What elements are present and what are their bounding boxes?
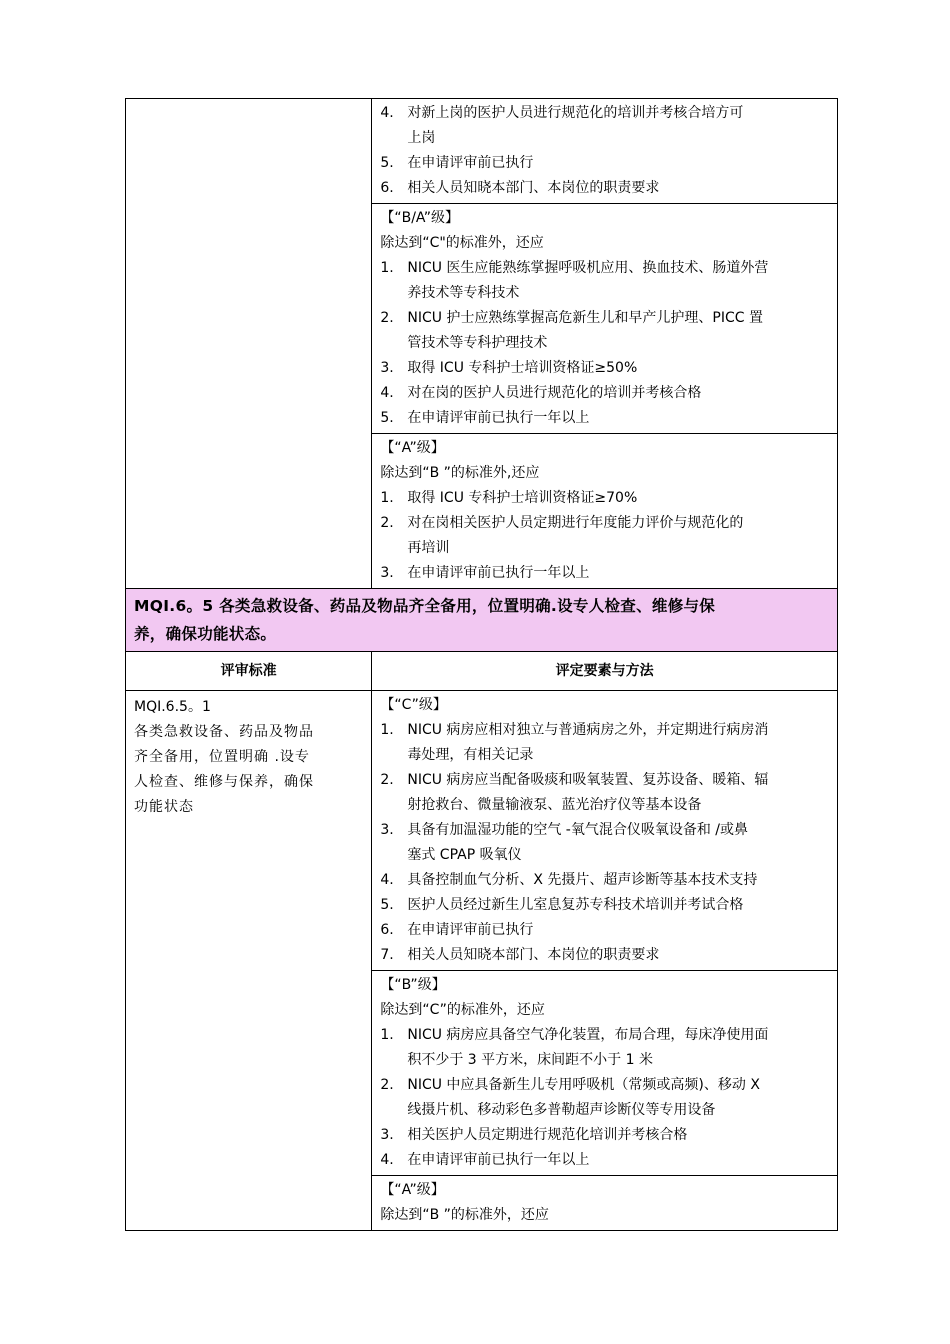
standard-desc-line: 齐全备用，位置明确 .设专 (134, 749, 310, 765)
list-item: 1. NICU 病房应相对独立与普通病房之外，并定期进行病房消 毒处理，有相关记录 (380, 722, 769, 763)
standard-cell (126, 691, 372, 1231)
grade-intro: 除达到“C”的标准外，还应 (380, 1002, 545, 1018)
empty-standard-cell (126, 99, 372, 589)
list-item: 2. 对在岗相关医护人员定期进行年度能力评价与规范化的 再培训 (380, 515, 744, 556)
standard-desc-line: 各类急救设备、药品及物品 (134, 724, 314, 740)
section-title-line: 养，确保功能状态。 (134, 625, 277, 643)
standards-table (125, 98, 838, 1231)
list-item: 6. 相关人员知晓本部门、本岗位的职责要求 (380, 180, 660, 196)
grade-ba-block (372, 204, 838, 434)
list-item: 7. 相关人员知晓本部门、本岗位的职责要求 (380, 947, 660, 963)
list-item: 4. 具备控制血气分析、X 先摄片、超声诊断等基本技术支持 (380, 872, 758, 888)
grade-label: 【“B/A”级】 (380, 210, 460, 226)
section-title-line: MQI.6。5 各类急救设备、药品及物品齐全备用，位置明确.设专人检查、维修与保 (134, 597, 716, 615)
grade-label: 【“A”级】 (380, 1182, 445, 1198)
list-item: 1. 取得 ICU 专科护士培训资格证≥70% (380, 490, 638, 506)
grade-label: 【“A”级】 (380, 440, 445, 456)
grade-a-block (372, 434, 838, 589)
list-item: 2. NICU 护士应熟练掌握高危新生儿和早产儿护理、PICC 置 管技术等专科护理技术 (380, 310, 763, 351)
list-item: 4. 在申请评审前已执行一年以上 (380, 1152, 590, 1168)
list-item: 5. 医护人员经过新生儿室息复苏专科技术培训并考试合格 (380, 897, 744, 913)
list-item: 3. 取得 ICU 专科护士培训资格证≥50% (380, 360, 638, 376)
standard-desc-line: 人检查、维修与保养，确保 (134, 774, 314, 790)
grade-intro: 除达到“B ”的标准外,还应 (380, 465, 540, 481)
grade-intro: 除达到“B ”的标准外，还应 (380, 1207, 549, 1223)
standard-code: MQI.6.5。1 (134, 699, 211, 715)
list-item: 2. NICU 病房应当配备吸痰和吸氧装置、复苏设备、暖箱、辐 射抢救台、微量输液泵、蓝光治疗仪等基本设备 (380, 772, 769, 813)
table-row (126, 589, 838, 652)
list-item: 1. NICU 病房应具备空气净化装置，布局合理，每床净使用面 积不少于 3 平方米，床间距不小于 1 米 (380, 1027, 769, 1068)
list-item: 3. 具备有加温湿功能的空气 -氧气混合仪吸氧设备和 /或鼻 塞式 CPAP 吸氧仪 (380, 822, 749, 863)
list-item: 3. 在申请评审前已执行一年以上 (380, 565, 590, 581)
grade-intro: 除达到“C"的标准外，还应 (380, 235, 544, 251)
table-row (126, 99, 838, 204)
section-title-band (126, 589, 838, 652)
table-row (126, 691, 838, 971)
standard-desc-line: 功能状态 (134, 799, 194, 815)
list-item: 5. 在申请评审前已执行 (380, 155, 534, 171)
list-item: 3. 相关医护人员定期进行规范化培训并考核合格 (380, 1127, 688, 1143)
grade-b-block (372, 971, 838, 1176)
list-item: 4. 对新上岗的医护人员进行规范化的培训并考核合培方可 上岗 (380, 105, 744, 146)
list-item: 2. NICU 中应具备新生儿专用呼吸机（常频或高频)、移动 X 线摄片机、移动彩色多普勒超声诊断仪等专用设备 (380, 1077, 760, 1118)
list-item: 4. 对在岗的医护人员进行规范化的培训并考核合格 (380, 385, 702, 401)
list-item: 1. NICU 医生应能熟练掌握呼吸机应用、换血技术、肠道外营 养技术等专科技术 (380, 260, 769, 301)
grade-label: 【“C”级】 (380, 697, 447, 713)
block-continued (372, 99, 838, 204)
grade-a-block-2 (372, 1176, 838, 1231)
list-item: 6. 在申请评审前已执行 (380, 922, 534, 938)
header-standard: 评审标准 (126, 652, 372, 691)
header-method: 评定要素与方法 (372, 652, 838, 691)
document-page (125, 98, 838, 1231)
grade-label: 【“B”级】 (380, 977, 446, 993)
grade-c-block (372, 691, 838, 971)
table-header-row (126, 652, 838, 691)
list-item: 5. 在申请评审前已执行一年以上 (380, 410, 590, 426)
